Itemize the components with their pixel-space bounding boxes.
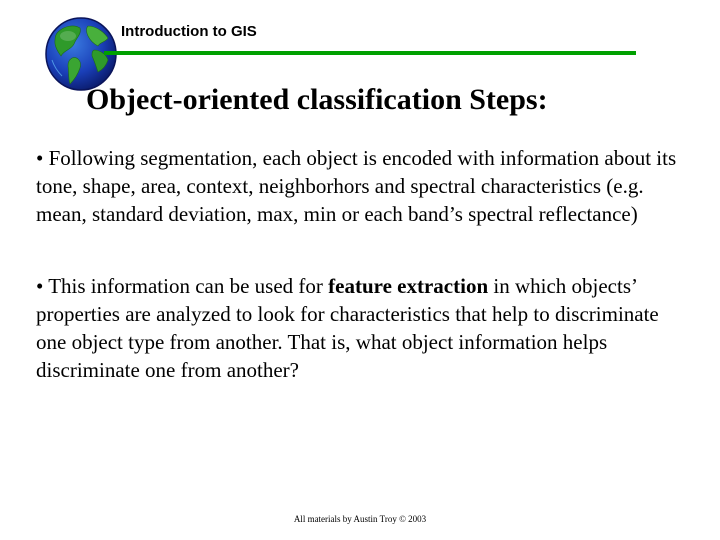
slide-title: Object-oriented classification Steps: — [86, 83, 548, 116]
header-rule — [104, 51, 636, 55]
course-title: Introduction to GIS — [121, 23, 257, 40]
bullet-point — [36, 272, 690, 384]
bullet-text-lead: • This information can be used for — [36, 274, 329, 298]
bullet-emphasis: feature extraction — [328, 274, 489, 298]
footer-credit: All materials by Austin Troy © 2003 — [293, 514, 427, 524]
bullet-point — [36, 144, 690, 228]
bullet-text: • Following segmentation, each object is encoded with information about its tone, shape, area, context, neighborhors and spectral characteristics (e.g. mean, standard deviation, max, min or each band’s spectral reflectance) — [36, 146, 677, 226]
bullet-text-tail: in which objects’ properties are analyzed to look for characteristics that help to discriminate one object type from another. That is, what object information helps discriminate one from another? — [36, 274, 659, 382]
